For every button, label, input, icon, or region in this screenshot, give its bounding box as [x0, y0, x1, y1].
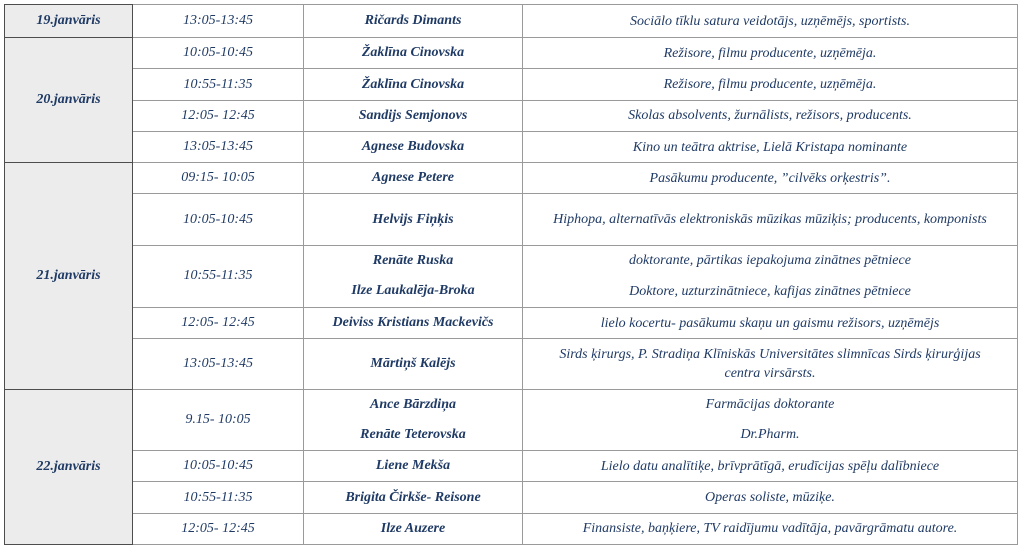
speaker-name: Helvijs Fiņķis	[304, 194, 523, 245]
speaker-name: Agnese Budovska	[304, 131, 523, 162]
speaker-description: Hiphopa, alternatīvās elektroniskās mūzikas mūziķis; producents, komponists	[523, 194, 1018, 245]
time-cell: 10:55-11:35	[133, 69, 304, 100]
table-row	[5, 38, 1018, 69]
speaker-name: Ance Bārzdiņa	[304, 389, 523, 419]
table-row	[5, 513, 1018, 544]
speaker-description: Skolas absolvents, žurnālists, režisors, producents.	[523, 100, 1018, 131]
speaker-name: Sandijs Semjonovs	[304, 100, 523, 131]
table-row	[5, 451, 1018, 482]
time-cell: 13:05-13:45	[133, 5, 304, 38]
time-cell: 12:05- 12:45	[133, 100, 304, 131]
date-cell: 21.janvāris	[5, 163, 133, 390]
time-cell: 12:05- 12:45	[133, 513, 304, 544]
speaker-name: Brigita Čirkše- Reisone	[304, 482, 523, 513]
speaker-description: Doktore, uzturzinātniece, kafijas zinātnes pētniece	[523, 275, 1018, 307]
time-cell: 12:05- 12:45	[133, 308, 304, 339]
speaker-name: Žaklīna Cinovska	[304, 38, 523, 69]
time-cell: 13:05-13:45	[133, 339, 304, 389]
time-cell: 10:05-10:45	[133, 194, 304, 245]
speaker-description: Farmācijas doktorante	[523, 389, 1018, 419]
time-cell: 09:15- 10:05	[133, 163, 304, 194]
speaker-description: Sirds ķirurgs, P. Stradiņa Klīniskās Universitātes slimnīcas Sirds ķirurģijas centra virsārsts.	[523, 339, 1018, 389]
schedule-table	[4, 4, 1018, 545]
speaker-name: Mārtiņš Kalējs	[304, 339, 523, 389]
speaker-name: Žaklīna Cinovska	[304, 69, 523, 100]
table-row	[5, 5, 1018, 38]
time-cell: 10:55-11:35	[133, 482, 304, 513]
table-row	[5, 308, 1018, 339]
time-cell: 10:05-10:45	[133, 451, 304, 482]
table-row	[5, 131, 1018, 162]
speaker-description: Kino un teātra aktrise, Lielā Kristapa nominante	[523, 131, 1018, 162]
speaker-name: Ilze Laukalēja-Broka	[304, 275, 523, 307]
table-row	[5, 69, 1018, 100]
table-row	[5, 100, 1018, 131]
speaker-description: Pasākumu producente, ”cilvēks orķestris”.	[523, 163, 1018, 194]
date-cell: 22.janvāris	[5, 389, 133, 544]
table-row	[5, 389, 1018, 419]
time-cell: 13:05-13:45	[133, 131, 304, 162]
speaker-description: lielo kocertu- pasākumu skaņu un gaismu režisors, uzņēmējs	[523, 308, 1018, 339]
speaker-name: Agnese Petere	[304, 163, 523, 194]
time-cell: 10:05-10:45	[133, 38, 304, 69]
table-row	[5, 194, 1018, 245]
speaker-name: Ilze Auzere	[304, 513, 523, 544]
speaker-description: Režisore, filmu producente, uzņēmēja.	[523, 38, 1018, 69]
date-cell: 19.janvāris	[5, 5, 133, 38]
table-row	[5, 482, 1018, 513]
table-row	[5, 245, 1018, 275]
speaker-name: Renāte Teterovska	[304, 419, 523, 450]
speaker-description: Finansiste, baņķiere, TV raidījumu vadītāja, pavārgrāmatu autore.	[523, 513, 1018, 544]
table-row	[5, 163, 1018, 194]
speaker-description: Dr.Pharm.	[523, 419, 1018, 450]
speaker-description: Operas soliste, mūziķe.	[523, 482, 1018, 513]
speaker-description: Režisore, filmu producente, uzņēmēja.	[523, 69, 1018, 100]
speaker-description: doktorante, pārtikas iepakojuma zinātnes pētniece	[523, 245, 1018, 275]
speaker-description: Sociālo tīklu satura veidotājs, uzņēmējs, sportists.	[523, 5, 1018, 38]
speaker-name: Renāte Ruska	[304, 245, 523, 275]
time-cell: 10:55-11:35	[133, 245, 304, 307]
speaker-name: Deiviss Kristians Mackevičs	[304, 308, 523, 339]
table-row	[5, 339, 1018, 389]
speaker-description: Lielo datu analītiķe, brīvprātīgā, erudīcijas spēļu dalībniece	[523, 451, 1018, 482]
time-cell: 9.15- 10:05	[133, 389, 304, 450]
date-cell: 20.janvāris	[5, 38, 133, 163]
speaker-name: Ričards Dimants	[304, 5, 523, 38]
speaker-name: Liene Mekša	[304, 451, 523, 482]
